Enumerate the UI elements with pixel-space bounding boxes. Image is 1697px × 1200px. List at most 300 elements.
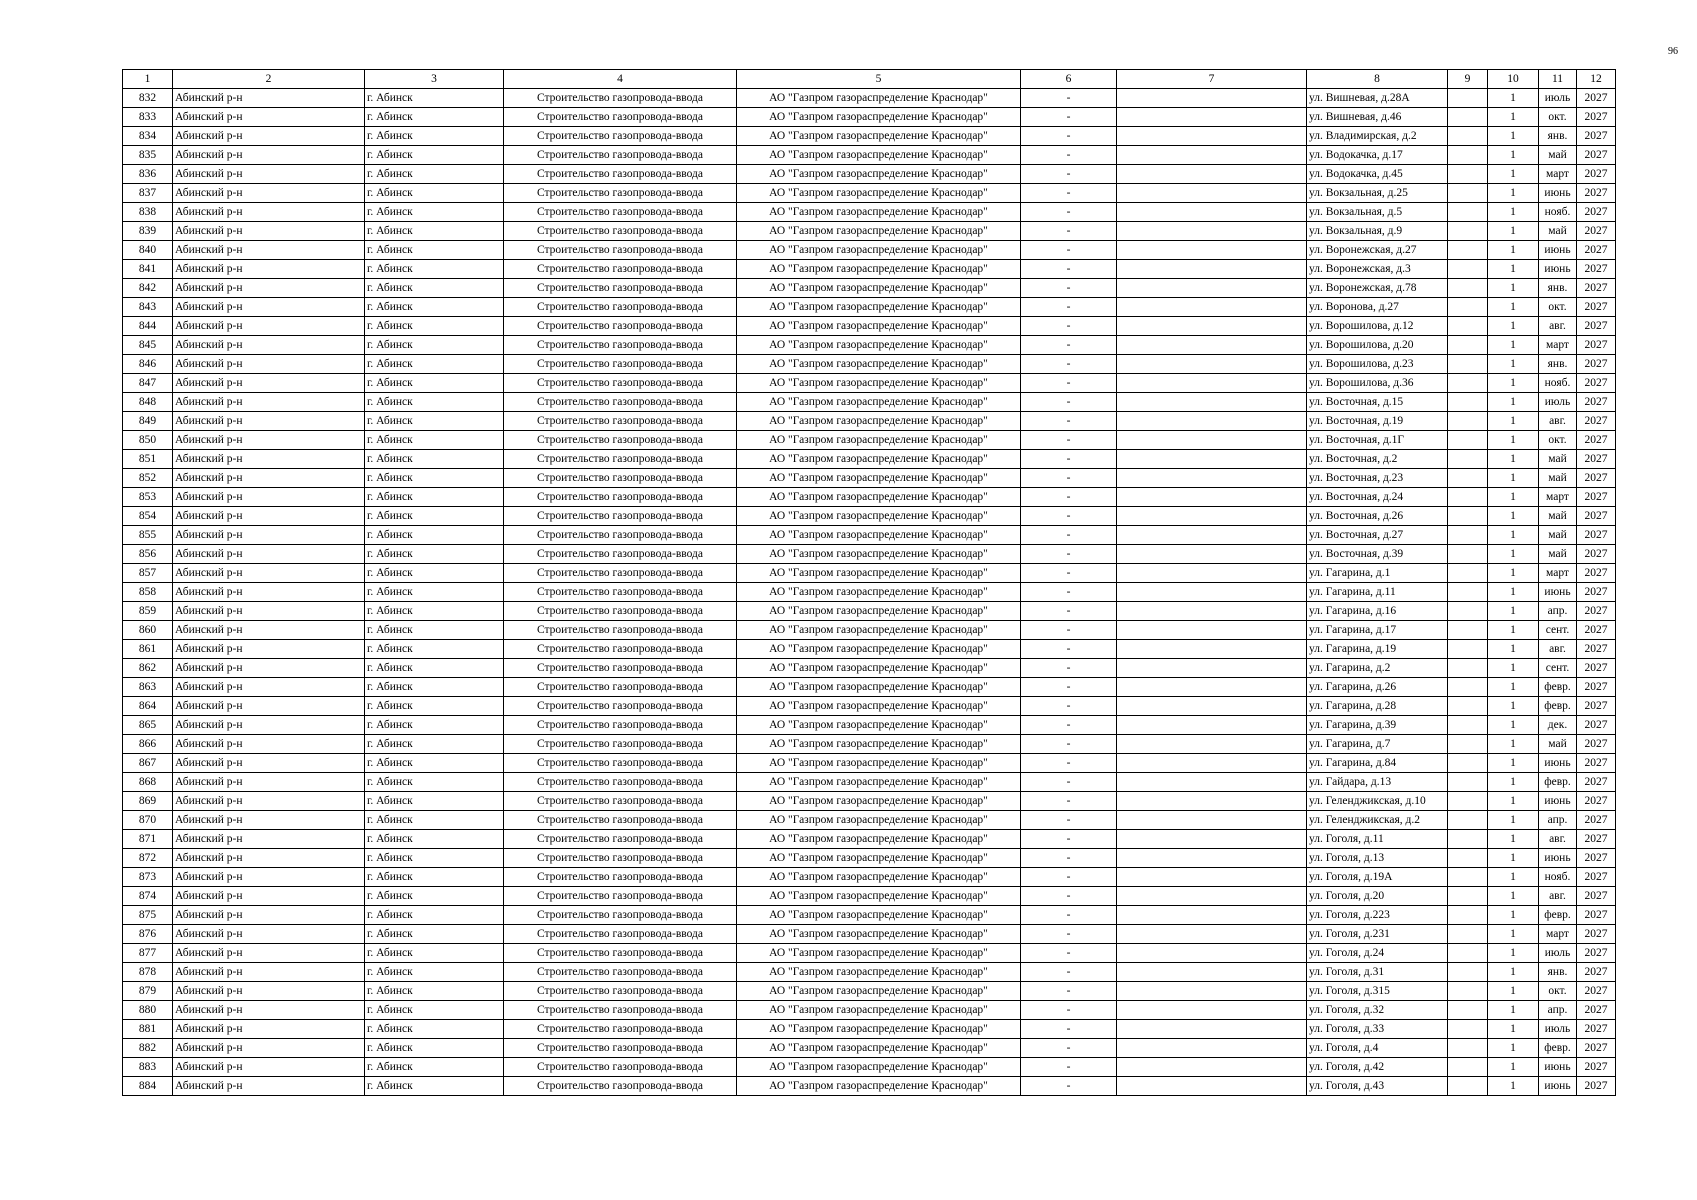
cell-locality: г. Абинск xyxy=(365,89,504,108)
cell-address: ул. Гагарина, д.16 xyxy=(1307,602,1448,621)
cell-address: ул. Воронежская, д.78 xyxy=(1307,279,1448,298)
cell-work-type: Строительство газопровода-ввода xyxy=(504,108,737,127)
cell-col7 xyxy=(1117,944,1307,963)
cell-col7 xyxy=(1117,165,1307,184)
cell-district: Абинский р-н xyxy=(173,374,365,393)
cell-work-type: Строительство газопровода-ввода xyxy=(504,697,737,716)
cell-locality: г. Абинск xyxy=(365,165,504,184)
cell-col9 xyxy=(1448,336,1488,355)
cell-month: авг. xyxy=(1539,887,1577,906)
cell-work-type: Строительство газопровода-ввода xyxy=(504,260,737,279)
table-row xyxy=(123,260,1616,279)
cell-month: июнь xyxy=(1539,241,1577,260)
cell-address: ул. Вокзальная, д.9 xyxy=(1307,222,1448,241)
cell-organization: АО "Газпром газораспределение Краснодар" xyxy=(737,811,1021,830)
cell-col7 xyxy=(1117,545,1307,564)
cell-col6: - xyxy=(1021,146,1117,165)
cell-quantity: 1 xyxy=(1488,830,1539,849)
cell-col9 xyxy=(1448,545,1488,564)
cell-month: авг. xyxy=(1539,317,1577,336)
cell-month: май xyxy=(1539,507,1577,526)
cell-year: 2027 xyxy=(1577,887,1616,906)
cell-district: Абинский р-н xyxy=(173,906,365,925)
cell-number: 865 xyxy=(123,716,173,735)
cell-quantity: 1 xyxy=(1488,355,1539,374)
cell-year: 2027 xyxy=(1577,982,1616,1001)
cell-month: янв. xyxy=(1539,963,1577,982)
cell-work-type: Строительство газопровода-ввода xyxy=(504,659,737,678)
cell-district: Абинский р-н xyxy=(173,89,365,108)
table-row xyxy=(123,469,1616,488)
cell-col7 xyxy=(1117,887,1307,906)
cell-locality: г. Абинск xyxy=(365,431,504,450)
cell-year: 2027 xyxy=(1577,1020,1616,1039)
cell-organization: АО "Газпром газораспределение Краснодар" xyxy=(737,754,1021,773)
cell-quantity: 1 xyxy=(1488,1077,1539,1096)
cell-locality: г. Абинск xyxy=(365,849,504,868)
cell-col9 xyxy=(1448,507,1488,526)
table-row xyxy=(123,659,1616,678)
cell-col7 xyxy=(1117,925,1307,944)
cell-col7 xyxy=(1117,146,1307,165)
cell-work-type: Строительство газопровода-ввода xyxy=(504,1077,737,1096)
table-row xyxy=(123,507,1616,526)
table-row xyxy=(123,564,1616,583)
cell-work-type: Строительство газопровода-ввода xyxy=(504,925,737,944)
cell-col6: - xyxy=(1021,906,1117,925)
cell-address: ул. Гоголя, д.231 xyxy=(1307,925,1448,944)
cell-col6: - xyxy=(1021,887,1117,906)
cell-district: Абинский р-н xyxy=(173,412,365,431)
cell-address: ул. Водокачка, д.45 xyxy=(1307,165,1448,184)
cell-number: 877 xyxy=(123,944,173,963)
cell-month: апр. xyxy=(1539,1001,1577,1020)
cell-quantity: 1 xyxy=(1488,545,1539,564)
cell-month: июнь xyxy=(1539,1077,1577,1096)
cell-locality: г. Абинск xyxy=(365,583,504,602)
cell-organization: АО "Газпром газораспределение Краснодар" xyxy=(737,526,1021,545)
cell-year: 2027 xyxy=(1577,754,1616,773)
cell-organization: АО "Газпром газораспределение Краснодар" xyxy=(737,146,1021,165)
cell-organization: АО "Газпром газораспределение Краснодар" xyxy=(737,89,1021,108)
cell-year: 2027 xyxy=(1577,1039,1616,1058)
cell-work-type: Строительство газопровода-ввода xyxy=(504,507,737,526)
cell-year: 2027 xyxy=(1577,431,1616,450)
cell-locality: г. Абинск xyxy=(365,374,504,393)
table-row xyxy=(123,355,1616,374)
cell-work-type: Строительство газопровода-ввода xyxy=(504,203,737,222)
cell-year: 2027 xyxy=(1577,317,1616,336)
cell-year: 2027 xyxy=(1577,108,1616,127)
cell-col7 xyxy=(1117,868,1307,887)
cell-work-type: Строительство газопровода-ввода xyxy=(504,583,737,602)
cell-number: 859 xyxy=(123,602,173,621)
cell-quantity: 1 xyxy=(1488,640,1539,659)
cell-col6: - xyxy=(1021,526,1117,545)
cell-col7 xyxy=(1117,773,1307,792)
table-row xyxy=(123,526,1616,545)
cell-organization: АО "Газпром газораспределение Краснодар" xyxy=(737,792,1021,811)
cell-month: окт. xyxy=(1539,982,1577,1001)
cell-district: Абинский р-н xyxy=(173,697,365,716)
cell-organization: АО "Газпром газораспределение Краснодар" xyxy=(737,773,1021,792)
cell-col7 xyxy=(1117,716,1307,735)
cell-month: июнь xyxy=(1539,754,1577,773)
cell-locality: г. Абинск xyxy=(365,1020,504,1039)
cell-col7 xyxy=(1117,1058,1307,1077)
cell-quantity: 1 xyxy=(1488,811,1539,830)
cell-organization: АО "Газпром газораспределение Краснодар" xyxy=(737,906,1021,925)
cell-locality: г. Абинск xyxy=(365,203,504,222)
cell-organization: АО "Газпром газораспределение Краснодар" xyxy=(737,469,1021,488)
cell-quantity: 1 xyxy=(1488,260,1539,279)
table-row xyxy=(123,1058,1616,1077)
cell-address: ул. Гагарина, д.11 xyxy=(1307,583,1448,602)
cell-locality: г. Абинск xyxy=(365,488,504,507)
cell-col9 xyxy=(1448,165,1488,184)
cell-district: Абинский р-н xyxy=(173,735,365,754)
cell-number: 876 xyxy=(123,925,173,944)
cell-district: Абинский р-н xyxy=(173,298,365,317)
cell-district: Абинский р-н xyxy=(173,868,365,887)
cell-number: 864 xyxy=(123,697,173,716)
cell-month: июль xyxy=(1539,89,1577,108)
cell-district: Абинский р-н xyxy=(173,944,365,963)
cell-quantity: 1 xyxy=(1488,944,1539,963)
cell-month: июнь xyxy=(1539,792,1577,811)
cell-col9 xyxy=(1448,1058,1488,1077)
cell-number: 832 xyxy=(123,89,173,108)
cell-locality: г. Абинск xyxy=(365,317,504,336)
cell-col6: - xyxy=(1021,1020,1117,1039)
cell-col6: - xyxy=(1021,754,1117,773)
cell-year: 2027 xyxy=(1577,1077,1616,1096)
cell-month: май xyxy=(1539,526,1577,545)
cell-col9 xyxy=(1448,1001,1488,1020)
cell-month: май xyxy=(1539,735,1577,754)
cell-number: 857 xyxy=(123,564,173,583)
cell-district: Абинский р-н xyxy=(173,982,365,1001)
table-row xyxy=(123,602,1616,621)
cell-quantity: 1 xyxy=(1488,298,1539,317)
cell-col6: - xyxy=(1021,336,1117,355)
cell-locality: г. Абинск xyxy=(365,925,504,944)
cell-col7 xyxy=(1117,659,1307,678)
table-row xyxy=(123,450,1616,469)
cell-number: 847 xyxy=(123,374,173,393)
table-row xyxy=(123,336,1616,355)
cell-address: ул. Ворошилова, д.20 xyxy=(1307,336,1448,355)
cell-col6: - xyxy=(1021,583,1117,602)
cell-address: ул. Владимирская, д.2 xyxy=(1307,127,1448,146)
table-row xyxy=(123,222,1616,241)
cell-col9 xyxy=(1448,1077,1488,1096)
cell-address: ул. Гоголя, д.24 xyxy=(1307,944,1448,963)
cell-work-type: Строительство газопровода-ввода xyxy=(504,678,737,697)
cell-quantity: 1 xyxy=(1488,184,1539,203)
cell-number: 875 xyxy=(123,906,173,925)
table-row xyxy=(123,621,1616,640)
cell-number: 836 xyxy=(123,165,173,184)
cell-work-type: Строительство газопровода-ввода xyxy=(504,431,737,450)
cell-col9 xyxy=(1448,241,1488,260)
table-row xyxy=(123,108,1616,127)
cell-quantity: 1 xyxy=(1488,108,1539,127)
cell-organization: АО "Газпром газораспределение Краснодар" xyxy=(737,374,1021,393)
cell-address: ул. Геленджикская, д.2 xyxy=(1307,811,1448,830)
cell-col7 xyxy=(1117,222,1307,241)
table-row xyxy=(123,298,1616,317)
cell-locality: г. Абинск xyxy=(365,735,504,754)
cell-col9 xyxy=(1448,222,1488,241)
cell-col6: - xyxy=(1021,469,1117,488)
cell-year: 2027 xyxy=(1577,735,1616,754)
cell-work-type: Строительство газопровода-ввода xyxy=(504,469,737,488)
cell-col9 xyxy=(1448,659,1488,678)
cell-number: 846 xyxy=(123,355,173,374)
cell-month: дек. xyxy=(1539,716,1577,735)
cell-year: 2027 xyxy=(1577,1058,1616,1077)
cell-district: Абинский р-н xyxy=(173,450,365,469)
cell-address: ул. Водокачка, д.17 xyxy=(1307,146,1448,165)
header-cell-2: 2 xyxy=(173,70,365,89)
cell-month: нояб. xyxy=(1539,374,1577,393)
cell-col7 xyxy=(1117,792,1307,811)
cell-organization: АО "Газпром газораспределение Краснодар" xyxy=(737,165,1021,184)
cell-col7 xyxy=(1117,621,1307,640)
cell-work-type: Строительство газопровода-ввода xyxy=(504,621,737,640)
cell-work-type: Строительство газопровода-ввода xyxy=(504,336,737,355)
cell-col7 xyxy=(1117,108,1307,127)
table-row xyxy=(123,89,1616,108)
cell-locality: г. Абинск xyxy=(365,659,504,678)
cell-col9 xyxy=(1448,602,1488,621)
cell-organization: АО "Газпром газораспределение Краснодар" xyxy=(737,868,1021,887)
cell-number: 873 xyxy=(123,868,173,887)
cell-month: май xyxy=(1539,545,1577,564)
cell-organization: АО "Газпром газораспределение Краснодар" xyxy=(737,1058,1021,1077)
cell-col7 xyxy=(1117,393,1307,412)
cell-organization: АО "Газпром газораспределение Краснодар" xyxy=(737,336,1021,355)
table-row xyxy=(123,678,1616,697)
cell-work-type: Строительство газопровода-ввода xyxy=(504,298,737,317)
cell-col7 xyxy=(1117,1020,1307,1039)
cell-number: 884 xyxy=(123,1077,173,1096)
cell-work-type: Строительство газопровода-ввода xyxy=(504,1020,737,1039)
cell-address: ул. Восточная, д.15 xyxy=(1307,393,1448,412)
cell-col9 xyxy=(1448,89,1488,108)
cell-district: Абинский р-н xyxy=(173,1039,365,1058)
cell-address: ул. Гагарина, д.7 xyxy=(1307,735,1448,754)
table-row xyxy=(123,868,1616,887)
cell-organization: АО "Газпром газораспределение Краснодар" xyxy=(737,849,1021,868)
cell-number: 852 xyxy=(123,469,173,488)
cell-number: 881 xyxy=(123,1020,173,1039)
cell-quantity: 1 xyxy=(1488,165,1539,184)
cell-col7 xyxy=(1117,431,1307,450)
cell-quantity: 1 xyxy=(1488,146,1539,165)
cell-organization: АО "Газпром газораспределение Краснодар" xyxy=(737,127,1021,146)
cell-col9 xyxy=(1448,621,1488,640)
cell-col6: - xyxy=(1021,355,1117,374)
cell-district: Абинский р-н xyxy=(173,146,365,165)
cell-quantity: 1 xyxy=(1488,849,1539,868)
cell-col9 xyxy=(1448,773,1488,792)
table-row xyxy=(123,982,1616,1001)
cell-col7 xyxy=(1117,735,1307,754)
cell-address: ул. Гоголя, д.4 xyxy=(1307,1039,1448,1058)
header-cell-6: 6 xyxy=(1021,70,1117,89)
cell-quantity: 1 xyxy=(1488,792,1539,811)
cell-col7 xyxy=(1117,507,1307,526)
cell-locality: г. Абинск xyxy=(365,887,504,906)
cell-work-type: Строительство газопровода-ввода xyxy=(504,165,737,184)
cell-work-type: Строительство газопровода-ввода xyxy=(504,1039,737,1058)
cell-work-type: Строительство газопровода-ввода xyxy=(504,754,737,773)
table-row xyxy=(123,545,1616,564)
cell-month: нояб. xyxy=(1539,868,1577,887)
cell-month: март xyxy=(1539,336,1577,355)
table-row xyxy=(123,716,1616,735)
cell-col9 xyxy=(1448,735,1488,754)
cell-quantity: 1 xyxy=(1488,1058,1539,1077)
cell-month: май xyxy=(1539,450,1577,469)
cell-col6: - xyxy=(1021,260,1117,279)
cell-col7 xyxy=(1117,450,1307,469)
cell-col7 xyxy=(1117,754,1307,773)
cell-locality: г. Абинск xyxy=(365,944,504,963)
cell-year: 2027 xyxy=(1577,659,1616,678)
table-row xyxy=(123,184,1616,203)
cell-organization: АО "Газпром газораспределение Краснодар" xyxy=(737,963,1021,982)
cell-quantity: 1 xyxy=(1488,507,1539,526)
cell-col6: - xyxy=(1021,298,1117,317)
cell-quantity: 1 xyxy=(1488,659,1539,678)
cell-col6: - xyxy=(1021,108,1117,127)
cell-year: 2027 xyxy=(1577,184,1616,203)
cell-year: 2027 xyxy=(1577,602,1616,621)
cell-quantity: 1 xyxy=(1488,1039,1539,1058)
cell-col7 xyxy=(1117,982,1307,1001)
cell-work-type: Строительство газопровода-ввода xyxy=(504,811,737,830)
cell-work-type: Строительство газопровода-ввода xyxy=(504,792,737,811)
header-cell-9: 9 xyxy=(1448,70,1488,89)
cell-address: ул. Гайдара, д.13 xyxy=(1307,773,1448,792)
cell-quantity: 1 xyxy=(1488,925,1539,944)
cell-month: июнь xyxy=(1539,1058,1577,1077)
table-row xyxy=(123,849,1616,868)
cell-work-type: Строительство газопровода-ввода xyxy=(504,830,737,849)
cell-col9 xyxy=(1448,754,1488,773)
cell-organization: АО "Газпром газораспределение Краснодар" xyxy=(737,203,1021,222)
cell-address: ул. Гоголя, д.31 xyxy=(1307,963,1448,982)
cell-locality: г. Абинск xyxy=(365,260,504,279)
cell-address: ул. Гагарина, д.26 xyxy=(1307,678,1448,697)
cell-col6: - xyxy=(1021,963,1117,982)
cell-quantity: 1 xyxy=(1488,526,1539,545)
cell-district: Абинский р-н xyxy=(173,602,365,621)
cell-month: янв. xyxy=(1539,279,1577,298)
cell-col7 xyxy=(1117,89,1307,108)
cell-col6: - xyxy=(1021,393,1117,412)
cell-year: 2027 xyxy=(1577,298,1616,317)
cell-address: ул. Гоголя, д.20 xyxy=(1307,887,1448,906)
cell-number: 872 xyxy=(123,849,173,868)
cell-col9 xyxy=(1448,982,1488,1001)
cell-col9 xyxy=(1448,146,1488,165)
cell-quantity: 1 xyxy=(1488,621,1539,640)
cell-quantity: 1 xyxy=(1488,431,1539,450)
cell-quantity: 1 xyxy=(1488,127,1539,146)
cell-month: нояб. xyxy=(1539,203,1577,222)
table-row xyxy=(123,697,1616,716)
cell-quantity: 1 xyxy=(1488,906,1539,925)
cell-district: Абинский р-н xyxy=(173,849,365,868)
cell-month: февр. xyxy=(1539,906,1577,925)
cell-district: Абинский р-н xyxy=(173,811,365,830)
cell-year: 2027 xyxy=(1577,792,1616,811)
cell-month: сент. xyxy=(1539,621,1577,640)
cell-quantity: 1 xyxy=(1488,564,1539,583)
cell-quantity: 1 xyxy=(1488,602,1539,621)
cell-number: 870 xyxy=(123,811,173,830)
cell-locality: г. Абинск xyxy=(365,298,504,317)
cell-year: 2027 xyxy=(1577,906,1616,925)
table-row xyxy=(123,773,1616,792)
cell-organization: АО "Газпром газораспределение Краснодар" xyxy=(737,735,1021,754)
cell-col7 xyxy=(1117,336,1307,355)
cell-col6: - xyxy=(1021,564,1117,583)
table-row xyxy=(123,279,1616,298)
cell-number: 874 xyxy=(123,887,173,906)
cell-number: 845 xyxy=(123,336,173,355)
cell-quantity: 1 xyxy=(1488,412,1539,431)
cell-year: 2027 xyxy=(1577,811,1616,830)
cell-col9 xyxy=(1448,583,1488,602)
cell-locality: г. Абинск xyxy=(365,621,504,640)
cell-quantity: 1 xyxy=(1488,450,1539,469)
cell-number: 840 xyxy=(123,241,173,260)
cell-col7 xyxy=(1117,317,1307,336)
cell-work-type: Строительство газопровода-ввода xyxy=(504,602,737,621)
cell-locality: г. Абинск xyxy=(365,640,504,659)
cell-number: 838 xyxy=(123,203,173,222)
cell-organization: АО "Газпром газораспределение Краснодар" xyxy=(737,1039,1021,1058)
cell-month: июнь xyxy=(1539,260,1577,279)
header-cell-5: 5 xyxy=(737,70,1021,89)
cell-col6: - xyxy=(1021,1058,1117,1077)
table-row xyxy=(123,412,1616,431)
cell-organization: АО "Газпром газораспределение Краснодар" xyxy=(737,583,1021,602)
table-row xyxy=(123,393,1616,412)
cell-work-type: Строительство газопровода-ввода xyxy=(504,279,737,298)
cell-quantity: 1 xyxy=(1488,716,1539,735)
cell-month: окт. xyxy=(1539,431,1577,450)
cell-work-type: Строительство газопровода-ввода xyxy=(504,127,737,146)
cell-locality: г. Абинск xyxy=(365,602,504,621)
cell-col7 xyxy=(1117,811,1307,830)
cell-district: Абинский р-н xyxy=(173,545,365,564)
cell-col7 xyxy=(1117,697,1307,716)
cell-quantity: 1 xyxy=(1488,336,1539,355)
cell-address: ул. Гоголя, д.315 xyxy=(1307,982,1448,1001)
cell-number: 843 xyxy=(123,298,173,317)
cell-work-type: Строительство газопровода-ввода xyxy=(504,241,737,260)
cell-col9 xyxy=(1448,450,1488,469)
cell-number: 869 xyxy=(123,792,173,811)
cell-address: ул. Гагарина, д.19 xyxy=(1307,640,1448,659)
cell-address: ул. Воронова, д.27 xyxy=(1307,298,1448,317)
